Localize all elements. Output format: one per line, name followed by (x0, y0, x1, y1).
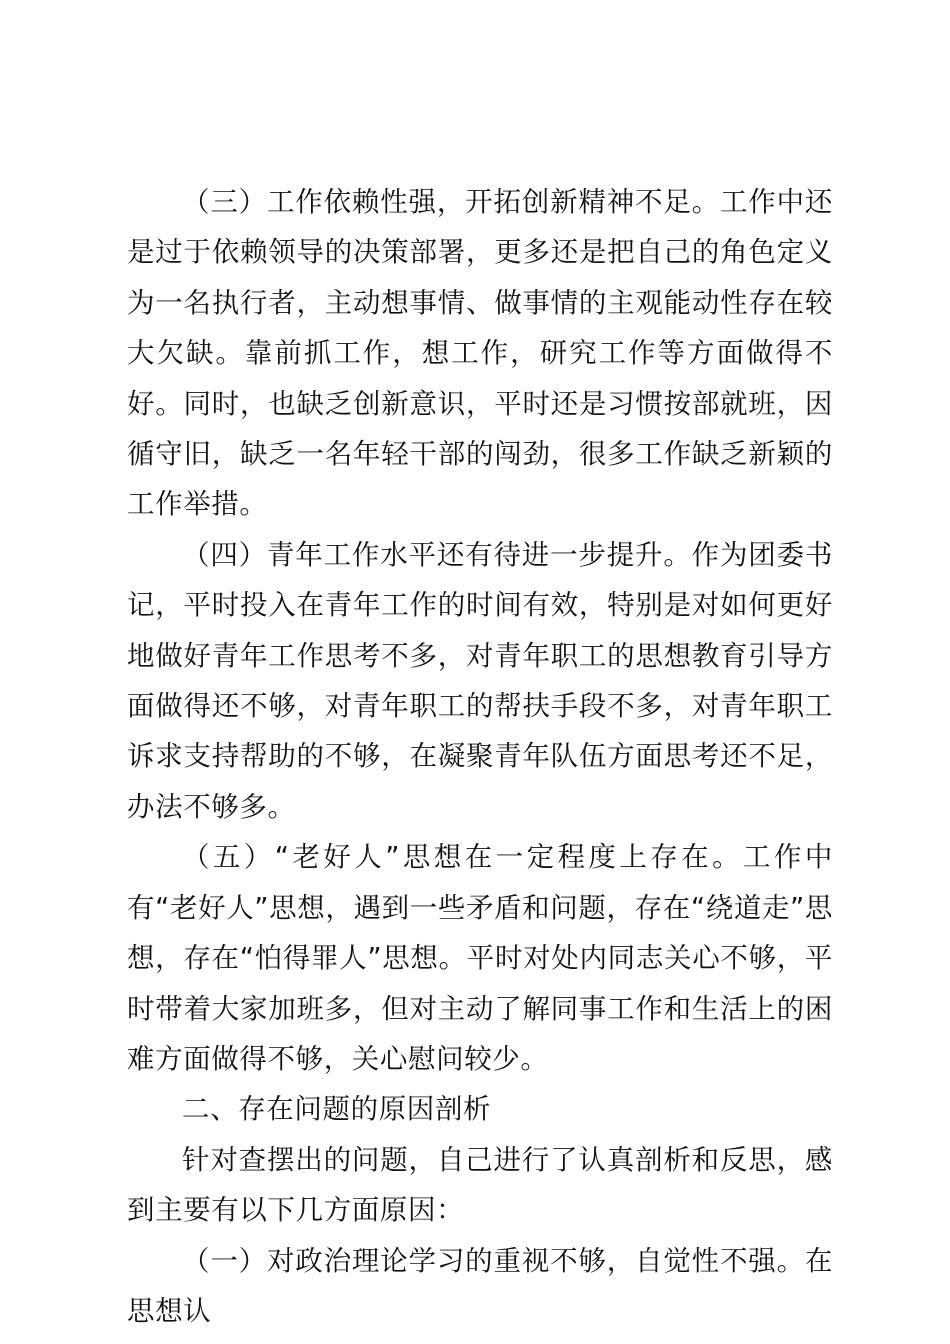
document-body (127, 177, 833, 1336)
paragraph-nice-guy: （五）“老好人”思想在一定程度上存在。工作中有“老好人”思想，遇到一些矛盾和问题，存在“绕道走”思想，存在“怕得罪人”思想。平时对处内同志关心不够，平时带着大家加班多，但对主动了解同事工作和生活上的困难方面做得不够，关心慰问较少。 (127, 841, 833, 1075)
paragraph-cause-one: （一）对政治理论学习的重视不够，自觉性不强。在思想认 (127, 1244, 833, 1327)
paragraph-causes-intro: 针对查摆出的问题，自己进行了认真剖析和反思，感到主要有以下几方面原因： (127, 1143, 833, 1227)
paragraph-dependence: （三）工作依赖性强，开拓创新精神不足。工作中还是过于依赖领导的决策部署，更多还是把自己的角色定义为一名执行者，主动想事情、做事情的主观能动性存在较大欠缺。靠前抓工作，想工作，研究工作等方面做得不好。同时，也缺乏创新意识，平时还是习惯按部就班，因循守旧，缺乏一名年轻干部的闯劲，很多工作缺乏新颖的工作举措。 (127, 186, 833, 521)
paragraph-youth-work: （四）青年工作水平还有待进一步提升。作为团委书记，平时投入在青年工作的时间有效，特别是对如何更好地做好青年工作思考不多，对青年职工的思想教育引导方面做得还不够，对青年职工的帮扶手段不多，对青年职工诉求支持帮助的不够，在凝聚青年队伍方面思考还不足，办法不够多。 (127, 538, 833, 823)
section-heading-causes: 二、存在问题的原因剖析 (182, 1093, 492, 1126)
